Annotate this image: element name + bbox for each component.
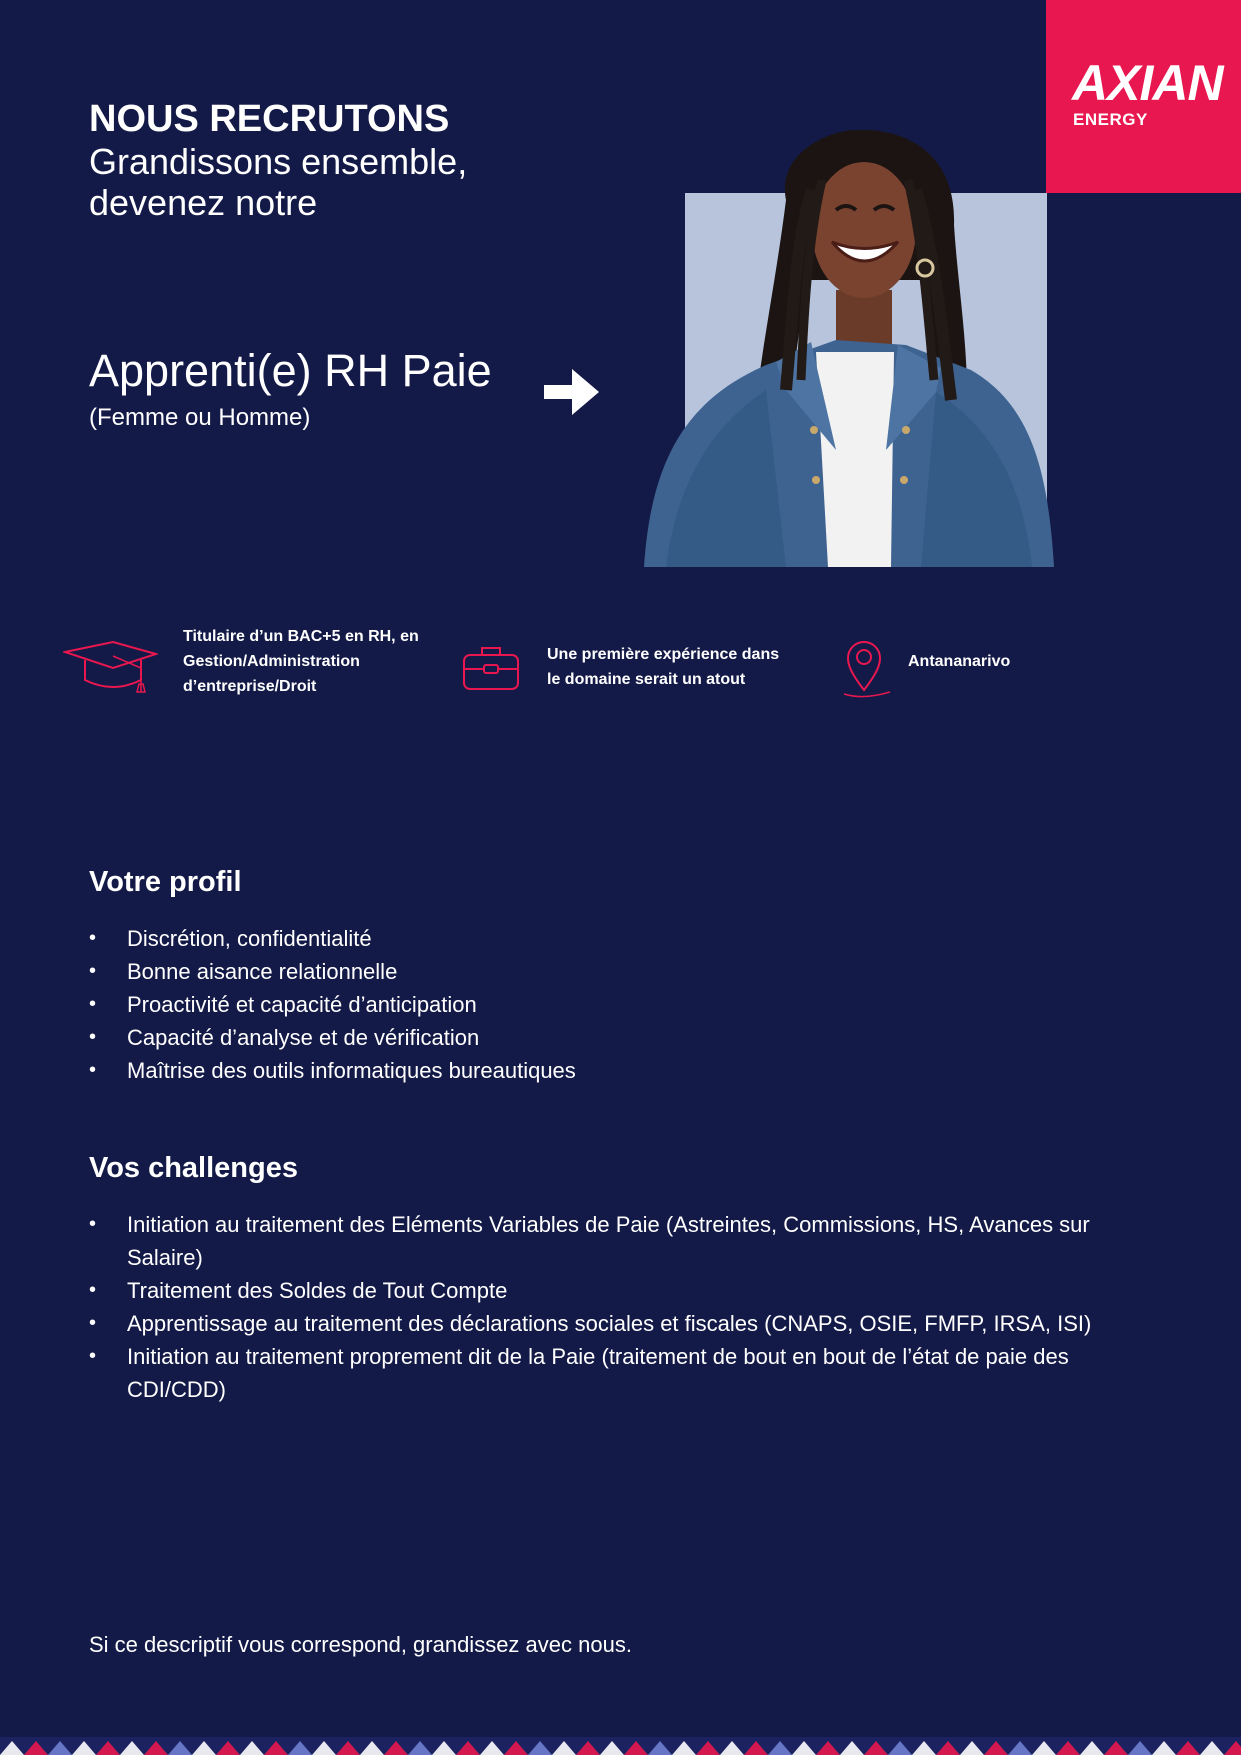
logo-brand-name: AXIAN xyxy=(1072,55,1223,111)
closing-text: Si ce descriptif vous correspond, grandissez avec nous. xyxy=(89,1632,632,1657)
axian-energy-logo xyxy=(1046,0,1241,193)
list-item: • Discrétion, confidentialité xyxy=(89,922,1149,955)
feature-experience xyxy=(547,642,779,692)
arrow-right-icon xyxy=(544,366,600,418)
feature-education-line-1: Titulaire d’un BAC+5 en RH, en xyxy=(183,628,419,645)
challenges-section-title: Vos challenges xyxy=(89,1152,298,1184)
page-title: NOUS RECRUTONS xyxy=(89,98,450,140)
feature-experience-line-1: Une première expérience dans xyxy=(547,646,780,663)
logo-brand-sub: ENERGY xyxy=(1073,110,1148,129)
list-item: • Capacité d’analyse et de vérification xyxy=(89,1021,1149,1054)
briefcase-icon xyxy=(462,645,520,691)
feature-location: Antananarivo xyxy=(908,653,1011,670)
challenges-list xyxy=(89,1208,1149,1406)
graduation-cap-icon xyxy=(63,640,158,696)
list-item: • Initiation au traitement des Eléments Variables de Paie (Astreintes, Commissions, HS, Avances sur Salaire) xyxy=(89,1208,1149,1274)
list-item: • Bonne aisance relationnelle xyxy=(89,955,1149,988)
subtitle-line-2: devenez notre xyxy=(89,182,318,223)
job-gender-note: (Femme ou Homme) xyxy=(89,404,311,431)
feature-experience-line-2: le domaine serait un atout xyxy=(547,671,746,688)
candidate-photo xyxy=(636,130,1062,567)
list-item: • Apprentissage au traitement des déclarations sociales et fiscales (CNAPS, OSIE, FMFP, IRSA, ISI) xyxy=(89,1307,1149,1340)
list-item: • Proactivité et capacité d’anticipation xyxy=(89,988,1149,1021)
page-subtitle xyxy=(89,141,467,223)
feature-education-line-3: d’entreprise/Droit xyxy=(183,678,317,695)
subtitle-line-1: Grandissons ensemble, xyxy=(89,141,468,182)
feature-education-line-2: Gestion/Administration xyxy=(183,653,360,670)
list-item: • Maîtrise des outils informatiques bureautiques xyxy=(89,1054,1149,1087)
list-item: • Traitement des Soldes de Tout Compte xyxy=(89,1274,1149,1307)
profile-list xyxy=(89,922,1149,1087)
profile-section-title: Votre profil xyxy=(89,866,242,898)
list-item: • Initiation au traitement proprement dit de la Paie (traitement de bout en bout de l’état de paie des CDI/CDD) xyxy=(89,1340,1149,1406)
location-pin-icon xyxy=(840,638,894,700)
job-title: Apprenti(e) RH Paie xyxy=(89,345,492,396)
feature-education xyxy=(183,624,419,699)
decorative-pattern-band xyxy=(0,1737,1241,1755)
